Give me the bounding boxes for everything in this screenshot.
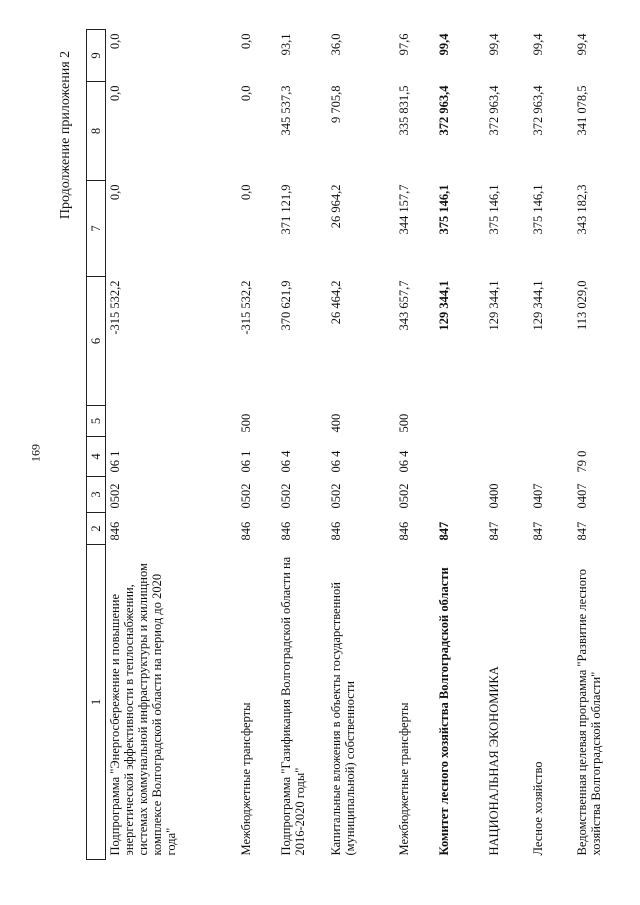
col8-cell: 335 831,5 [396, 85, 411, 136]
col5-cell: 500 [396, 413, 411, 433]
col5-cell [435, 406, 485, 437]
table-row [327, 30, 395, 860]
col7-cell: 375 146,1 [436, 184, 451, 235]
header-cell: 2 [87, 513, 106, 545]
col5-cell: 500 [238, 413, 253, 433]
table-row [395, 30, 435, 860]
col7-cell: 0,0 [238, 184, 253, 201]
col7-cell: 375 146,1 [530, 184, 545, 235]
col2-cell: 846 [328, 521, 343, 541]
continuation-caption: Продолжение приложения 2 [58, 50, 73, 220]
table-row [277, 30, 327, 860]
col5-cell [529, 406, 573, 437]
col6-cell: 129 344,1 [436, 280, 451, 331]
col3-cell: 0407 [574, 483, 589, 509]
table-row [573, 30, 635, 860]
col4-cell: 06 1 [238, 450, 253, 473]
row-name-cell: Подпрограмма "Газификация Волгоградской области на 2016-2020 годы" [278, 556, 307, 856]
col9-cell: 99,4 [530, 33, 545, 56]
col4-cell: 06 4 [396, 450, 411, 473]
row-name-cell: НАЦИОНАЛЬНАЯ ЭКОНОМИКА [486, 666, 501, 856]
col4-cell: 06 4 [328, 450, 343, 473]
col7-cell: 26 964,2 [328, 184, 343, 229]
col9-cell: 99,4 [486, 33, 501, 56]
table-row [485, 30, 529, 860]
col4-cell [529, 437, 573, 477]
col9-cell: 97,6 [396, 33, 411, 56]
col3-cell: 0400 [486, 483, 501, 509]
col6-cell: 129 344,1 [530, 280, 545, 331]
col9-cell: 0,0 [108, 33, 122, 50]
col3-cell: 0502 [278, 483, 293, 509]
col3-cell: 0407 [530, 483, 545, 509]
table-row [435, 30, 485, 860]
header-cell: 3 [87, 477, 106, 513]
col8-cell: 372 963,4 [486, 85, 501, 136]
row-name-cell: Межбюджетные трансферты [238, 702, 253, 856]
table-row [237, 30, 277, 860]
page-number: 169 [28, 444, 43, 462]
col5-cell [485, 406, 529, 437]
col2-cell: 847 [574, 521, 589, 541]
header-cell: 7 [87, 181, 106, 277]
col8-cell: 372 963,4 [436, 85, 451, 136]
col2-cell: 846 [238, 521, 253, 541]
header-cell: 6 [87, 277, 106, 406]
col9-cell: 99,4 [574, 33, 589, 56]
col6-cell: 26 464,2 [328, 280, 343, 325]
col7-cell: 371 121,9 [278, 184, 293, 235]
col3-cell [435, 477, 485, 513]
row-name-cell: Ведомственная целевая программа "Развитие лесного хозяйства Волгоградской области" [574, 568, 603, 856]
col4-cell: 06 4 [278, 450, 293, 473]
col5-cell: 400 [328, 413, 343, 433]
budget-table-sheet [86, 30, 611, 860]
col6-cell: 343 657,7 [396, 280, 411, 331]
header-row [87, 30, 106, 860]
col8-cell: 372 963,4 [530, 85, 545, 136]
row-name-cell: Подпрограмма "Энергосбережение и повышение энергетической эффективности в теплоснабжении, системах коммунальной инфраструктуры и жилищном комплексе Волгоградской области на период до 2020 года" [108, 563, 178, 856]
row-name-cell: Капитальные вложения в объекты государственной (муниципальной) собственности [328, 582, 357, 856]
col7-cell: 0,0 [108, 184, 122, 201]
header-cell: 9 [87, 30, 106, 82]
col8-cell: 0,0 [238, 85, 253, 102]
col8-cell: 0,0 [108, 85, 122, 102]
header-cell: 4 [87, 437, 106, 477]
col6-cell: 113 029,0 [574, 280, 589, 331]
header-cell: 5 [87, 406, 106, 437]
table-row [106, 30, 237, 860]
col2-cell: 846 [278, 521, 293, 541]
col2-cell: 847 [436, 521, 451, 541]
col4-cell [485, 437, 529, 477]
col3-cell: 0502 [396, 483, 411, 509]
col2-cell: 846 [396, 521, 411, 541]
budget-table [86, 29, 635, 860]
row-name-cell: Межбюджетные трансферты [396, 702, 411, 856]
header-cell: 1 [87, 545, 106, 860]
col8-cell: 341 078,5 [574, 85, 589, 136]
table-row [529, 30, 573, 860]
col5-cell [277, 406, 327, 437]
col6-cell: -315 532,2 [108, 280, 122, 335]
row-name-cell: Лесное хозяйство [530, 761, 545, 856]
col4-cell [435, 437, 485, 477]
col2-cell: 846 [108, 521, 122, 541]
col3-cell: 0502 [108, 483, 122, 509]
row-name-cell: Комитет лесного хозяйства Волгоградской области [436, 567, 451, 856]
col3-cell: 0502 [238, 483, 253, 509]
col2-cell: 847 [530, 521, 545, 541]
col3-cell: 0502 [328, 483, 343, 509]
col9-cell: 36,0 [328, 33, 343, 56]
col6-cell: 370 621,9 [278, 280, 293, 331]
col9-cell: 93,1 [278, 33, 293, 56]
col5-cell [106, 406, 237, 437]
col7-cell: 375 146,1 [486, 184, 501, 235]
col2-cell: 847 [486, 521, 501, 541]
col6-cell: -315 532,2 [238, 280, 253, 335]
header-cell: 8 [87, 82, 106, 181]
col4-cell: 06 1 [108, 450, 122, 473]
col8-cell: 345 537,3 [278, 85, 293, 136]
col6-cell: 129 344,1 [486, 280, 501, 331]
col4-cell: 79 0 [574, 450, 589, 473]
col8-cell: 9 705,8 [328, 85, 343, 123]
col7-cell: 344 157,7 [396, 184, 411, 235]
col9-cell: 0,0 [238, 33, 253, 50]
col5-cell [573, 406, 635, 437]
col7-cell: 343 182,3 [574, 184, 589, 235]
col9-cell: 99,4 [436, 33, 451, 56]
